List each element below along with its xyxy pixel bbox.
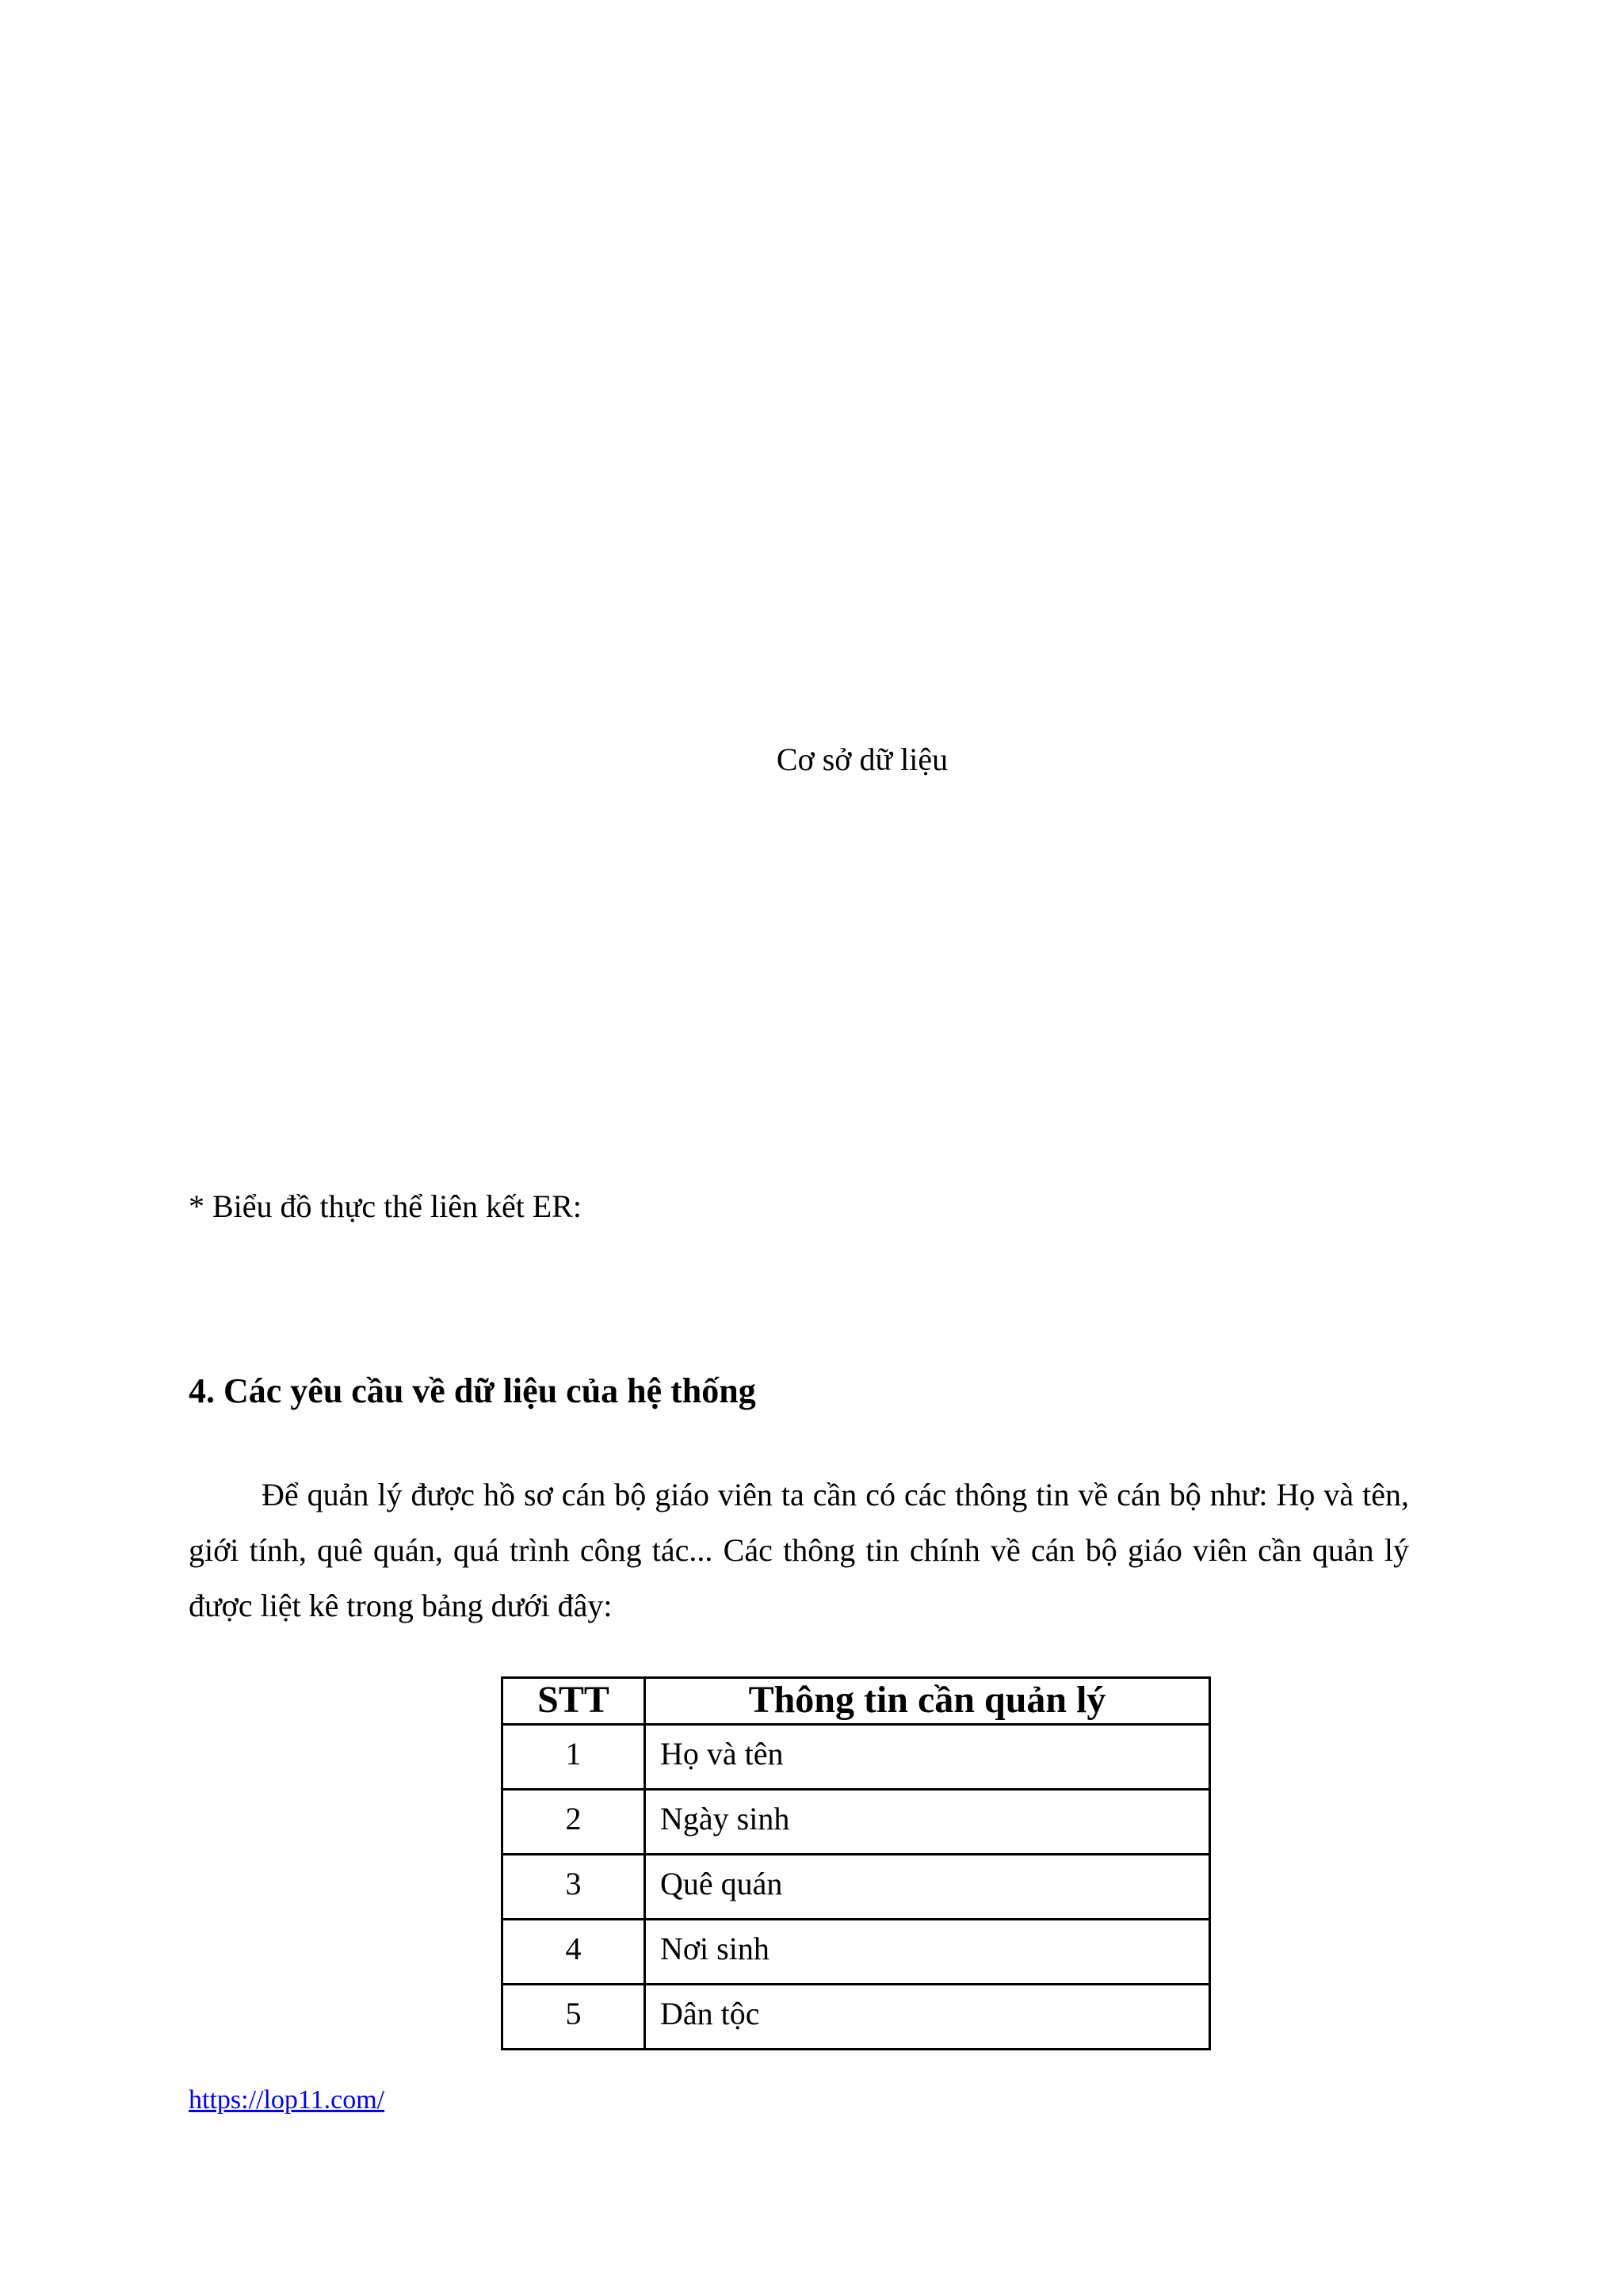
header-info: Thông tin cần quản lý [645, 1678, 1210, 1725]
cell-info: Ngày sinh [645, 1790, 1210, 1855]
table-row [502, 1985, 1210, 2050]
paragraph-text: Để quản lý được hồ sơ cán bộ giáo viên ta cần có các thông tin về cán bộ như: Họ và tên, giới tính, quê quán, quá trình công tác... Các thông tin chính về cán bộ giáo viên cần quản lý được liệt kê trong bảng dưới đây: [189, 1477, 1409, 1623]
footer-link[interactable]: https://lop11.com/ [189, 2085, 385, 2115]
cell-stt: 4 [502, 1920, 645, 1985]
table-row [502, 1920, 1210, 1985]
cell-stt: 5 [502, 1985, 645, 2050]
table-row [502, 1725, 1210, 1790]
cell-info: Dân tộc [645, 1985, 1210, 2050]
section-paragraph [189, 1467, 1409, 1634]
cell-info: Nơi sinh [645, 1920, 1210, 1985]
table-row [502, 1855, 1210, 1920]
cell-info: Họ và tên [645, 1725, 1210, 1790]
table-header-row [502, 1678, 1210, 1725]
cell-stt: 1 [502, 1725, 645, 1790]
cell-info: Quê quán [645, 1855, 1210, 1920]
table-row [502, 1790, 1210, 1855]
cell-stt: 3 [502, 1855, 645, 1920]
info-table [501, 1676, 1211, 2050]
diagram-label: Cơ sở dữ liệu [776, 742, 949, 777]
section-heading: 4. Các yêu cầu về dữ liệu của hệ thống [189, 1371, 756, 1410]
cell-stt: 2 [502, 1790, 645, 1855]
header-stt: STT [502, 1678, 645, 1725]
er-diagram-caption: * Biểu đồ thực thể liên kết ER: [189, 1188, 582, 1224]
